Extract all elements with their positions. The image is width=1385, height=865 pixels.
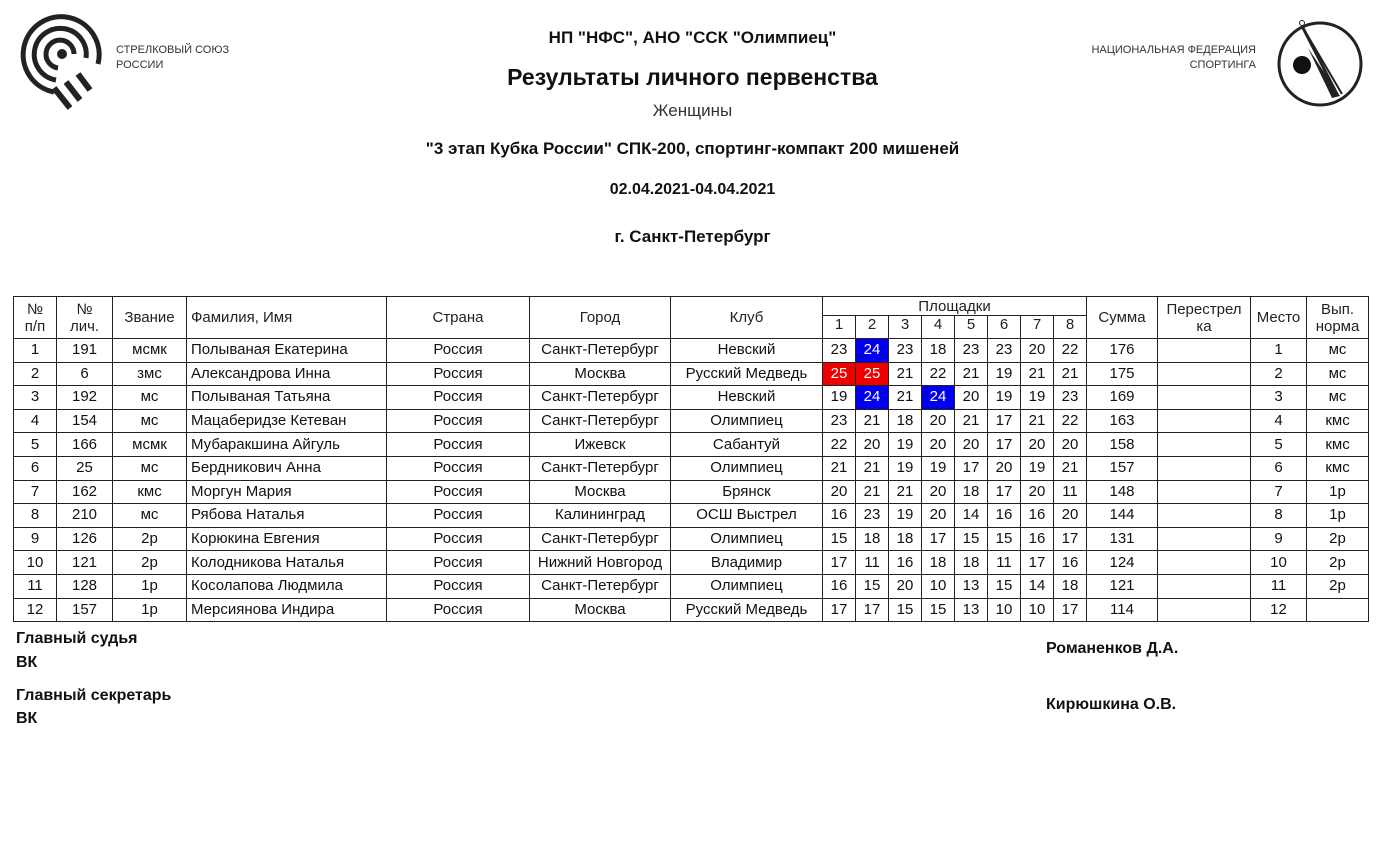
norm: 2р (1307, 527, 1369, 551)
platform-score: 19 (988, 386, 1021, 410)
platform-score: 19 (922, 456, 955, 480)
table-row (14, 574, 1369, 598)
club: Олимпиец (671, 574, 823, 598)
place: 7 (1251, 480, 1307, 504)
total-sum: 169 (1087, 386, 1158, 410)
table-row (14, 551, 1369, 575)
platform-score: 19 (889, 433, 922, 457)
total-sum: 157 (1087, 456, 1158, 480)
platform-score: 15 (955, 527, 988, 551)
platform-score: 19 (988, 362, 1021, 386)
table-row (14, 339, 1369, 363)
row-num: 6 (14, 456, 57, 480)
rank: 2р (113, 551, 187, 575)
rank: змс (113, 362, 187, 386)
platform-score: 20 (922, 504, 955, 528)
club: Олимпиец (671, 527, 823, 551)
club: Невский (671, 339, 823, 363)
platform-score: 18 (889, 527, 922, 551)
platform-score: 22 (1054, 339, 1087, 363)
platform-score: 17 (1054, 598, 1087, 622)
platform-score: 22 (1054, 409, 1087, 433)
norm (1307, 598, 1369, 622)
norm: мс (1307, 339, 1369, 363)
row-num: 8 (14, 504, 57, 528)
city: Санкт-Петербург (530, 574, 671, 598)
table-row (14, 598, 1369, 622)
platform-score: 20 (1054, 433, 1087, 457)
table-row (14, 527, 1369, 551)
rank: мс (113, 504, 187, 528)
athlete-name: Полываная Татьяна (187, 386, 387, 410)
chief-secretary-name: Кирюшкина О.В. (1046, 696, 1177, 713)
platform-number-header: 6 (988, 316, 1021, 339)
event-name: "3 этап Кубка России" СПК-200, спортинг-компакт 200 мишеней (425, 139, 960, 158)
total-sum: 158 (1087, 433, 1158, 457)
athlete-name: Моргун Мария (187, 480, 387, 504)
table-row (14, 362, 1369, 386)
license-num: 162 (57, 480, 113, 504)
platform-score: 24 (856, 339, 889, 363)
country: Россия (387, 527, 530, 551)
platform-score: 20 (955, 386, 988, 410)
platform-score: 16 (823, 574, 856, 598)
platform-score: 19 (1021, 386, 1054, 410)
city: Санкт-Петербург (530, 409, 671, 433)
license-num: 126 (57, 527, 113, 551)
platform-score: 17 (823, 551, 856, 575)
rank: мсмк (113, 433, 187, 457)
col-sum-header: Сумма (1087, 297, 1158, 339)
platform-score: 20 (889, 574, 922, 598)
place: 10 (1251, 551, 1307, 575)
event-dates: 02.04.2021-04.04.2021 (609, 181, 776, 198)
place: 3 (1251, 386, 1307, 410)
col-country-header: Страна (387, 297, 530, 339)
event-city: г. Санкт-Петербург (614, 227, 771, 246)
platform-score: 18 (955, 480, 988, 504)
country: Россия (387, 362, 530, 386)
total-sum: 131 (1087, 527, 1158, 551)
organizers: НП "НФС", АНО "ССК "Олимпиец" (548, 28, 837, 47)
license-num: 210 (57, 504, 113, 528)
platform-score: 17 (988, 433, 1021, 457)
club: Русский Медведь (671, 362, 823, 386)
club: Владимир (671, 551, 823, 575)
platform-score: 18 (1054, 574, 1087, 598)
platform-score: 17 (1021, 551, 1054, 575)
license-num: 128 (57, 574, 113, 598)
platform-score: 15 (988, 527, 1021, 551)
shootoff (1158, 480, 1251, 504)
country: Россия (387, 598, 530, 622)
chief-secretary-category: ВК (16, 710, 38, 727)
platform-score: 23 (823, 409, 856, 433)
platform-number-header: 5 (955, 316, 988, 339)
country: Россия (387, 480, 530, 504)
chief-judge-name: Романенков Д.А. (1046, 640, 1179, 657)
platform-score: 17 (988, 409, 1021, 433)
chief-judge-category: ВК (16, 654, 38, 671)
row-num: 7 (14, 480, 57, 504)
place: 1 (1251, 339, 1307, 363)
total-sum: 124 (1087, 551, 1158, 575)
col-shootoff-header: Перестрел ка (1158, 297, 1251, 339)
norm: 2р (1307, 551, 1369, 575)
club: Олимпиец (671, 456, 823, 480)
platform-number-header: 3 (889, 316, 922, 339)
norm: 1р (1307, 504, 1369, 528)
platform-score: 20 (1021, 480, 1054, 504)
athlete-name: Колодникова Наталья (187, 551, 387, 575)
row-num: 4 (14, 409, 57, 433)
athlete-name: Мерсиянова Индира (187, 598, 387, 622)
platform-score: 18 (889, 409, 922, 433)
platform-number-header: 1 (823, 316, 856, 339)
country: Россия (387, 339, 530, 363)
platform-score: 21 (1021, 409, 1054, 433)
city: Санкт-Петербург (530, 456, 671, 480)
platform-score: 21 (955, 362, 988, 386)
platform-score: 10 (988, 598, 1021, 622)
shootoff (1158, 504, 1251, 528)
rank: мс (113, 386, 187, 410)
platform-score: 23 (988, 339, 1021, 363)
org-left-line: СТРЕЛКОВЫЙ СОЮЗ (116, 44, 230, 56)
rank: 1р (113, 574, 187, 598)
platform-score: 25 (823, 362, 856, 386)
norm: 1р (1307, 480, 1369, 504)
platform-score: 23 (1054, 386, 1087, 410)
platform-score: 20 (1021, 433, 1054, 457)
platform-score: 20 (955, 433, 988, 457)
platform-score: 18 (856, 527, 889, 551)
chief-secretary-title: Главный секретарь (16, 687, 172, 704)
total-sum: 144 (1087, 504, 1158, 528)
athlete-name: Мубаракшина Айгуль (187, 433, 387, 457)
license-num: 25 (57, 456, 113, 480)
shootoff (1158, 339, 1251, 363)
platform-score: 21 (856, 456, 889, 480)
platform-number-header: 2 (856, 316, 889, 339)
athlete-name: Бердникович Анна (187, 456, 387, 480)
country: Россия (387, 456, 530, 480)
country: Россия (387, 574, 530, 598)
platform-score: 19 (889, 504, 922, 528)
platform-score: 20 (856, 433, 889, 457)
athlete-name: Александрова Инна (187, 362, 387, 386)
shootoff (1158, 409, 1251, 433)
platform-score: 22 (823, 433, 856, 457)
table-row (14, 480, 1369, 504)
athlete-name: Полываная Екатерина (187, 339, 387, 363)
shootoff (1158, 551, 1251, 575)
norm: мс (1307, 386, 1369, 410)
platform-score: 18 (955, 551, 988, 575)
platform-score: 21 (955, 409, 988, 433)
shootoff (1158, 598, 1251, 622)
col-city-header: Город (530, 297, 671, 339)
total-sum: 175 (1087, 362, 1158, 386)
club: Невский (671, 386, 823, 410)
chief-judge-title: Главный судья (16, 630, 138, 647)
platform-score: 10 (922, 574, 955, 598)
row-num: 5 (14, 433, 57, 457)
platform-score: 17 (922, 527, 955, 551)
col-place-header: Место (1251, 297, 1307, 339)
city: Санкт-Петербург (530, 386, 671, 410)
row-num: 10 (14, 551, 57, 575)
city: Калининград (530, 504, 671, 528)
platform-score: 15 (856, 574, 889, 598)
norm: кмс (1307, 456, 1369, 480)
total-sum: 114 (1087, 598, 1158, 622)
platform-score: 17 (955, 456, 988, 480)
col-num-header: № п/п (14, 297, 57, 339)
platform-score: 13 (955, 598, 988, 622)
platform-score: 21 (856, 409, 889, 433)
shootoff (1158, 527, 1251, 551)
row-num: 12 (14, 598, 57, 622)
platform-score: 15 (823, 527, 856, 551)
city: Ижевск (530, 433, 671, 457)
table-header-row (14, 297, 1369, 316)
athlete-name: Мацаберидзе Кетеван (187, 409, 387, 433)
col-norm-header: Вып. норма (1307, 297, 1369, 339)
shootoff (1158, 574, 1251, 598)
col-club-header: Клуб (671, 297, 823, 339)
country: Россия (387, 504, 530, 528)
platform-score: 16 (988, 504, 1021, 528)
platform-score: 21 (856, 480, 889, 504)
table-row (14, 386, 1369, 410)
platform-score: 11 (856, 551, 889, 575)
platform-score: 20 (823, 480, 856, 504)
shootoff (1158, 362, 1251, 386)
platform-score: 18 (922, 551, 955, 575)
platform-score: 19 (823, 386, 856, 410)
platform-score: 19 (1021, 456, 1054, 480)
platform-score: 17 (1054, 527, 1087, 551)
place: 4 (1251, 409, 1307, 433)
shootoff (1158, 386, 1251, 410)
platform-score: 15 (889, 598, 922, 622)
city: Санкт-Петербург (530, 527, 671, 551)
total-sum: 121 (1087, 574, 1158, 598)
platform-score: 21 (889, 362, 922, 386)
col-name-header: Фамилия, Имя (187, 297, 387, 339)
platform-score: 11 (1054, 480, 1087, 504)
platform-score: 20 (988, 456, 1021, 480)
platform-score: 23 (823, 339, 856, 363)
platform-score: 21 (823, 456, 856, 480)
country: Россия (387, 551, 530, 575)
athlete-name: Косолапова Людмила (187, 574, 387, 598)
place: 5 (1251, 433, 1307, 457)
club: Брянск (671, 480, 823, 504)
rank: кмс (113, 480, 187, 504)
platform-score: 16 (1054, 551, 1087, 575)
platform-score: 15 (988, 574, 1021, 598)
license-num: 191 (57, 339, 113, 363)
platform-score: 11 (988, 551, 1021, 575)
athlete-name: Рябова Наталья (187, 504, 387, 528)
org-right-line: НАЦИОНАЛЬНАЯ ФЕДЕРАЦИЯ (1091, 44, 1256, 56)
platform-score: 16 (1021, 527, 1054, 551)
license-num: 166 (57, 433, 113, 457)
platform-score: 23 (856, 504, 889, 528)
table-row (14, 456, 1369, 480)
col-platforms-header: Площадки (823, 297, 1087, 316)
platform-score: 16 (823, 504, 856, 528)
platform-number-header: 4 (922, 316, 955, 339)
total-sum: 176 (1087, 339, 1158, 363)
rank: мс (113, 409, 187, 433)
platform-score: 21 (889, 386, 922, 410)
platform-score: 21 (1021, 362, 1054, 386)
club: Сабантуй (671, 433, 823, 457)
org-left-line: РОССИИ (116, 59, 164, 71)
platform-score: 16 (889, 551, 922, 575)
row-num: 1 (14, 339, 57, 363)
country: Россия (387, 433, 530, 457)
norm: мс (1307, 362, 1369, 386)
platform-score: 23 (955, 339, 988, 363)
platform-score: 24 (922, 386, 955, 410)
platform-score: 20 (922, 480, 955, 504)
norm: 2р (1307, 574, 1369, 598)
rank: мс (113, 456, 187, 480)
platform-score: 14 (1021, 574, 1054, 598)
row-num: 3 (14, 386, 57, 410)
athlete-name: Корюкина Евгения (187, 527, 387, 551)
platform-score: 13 (955, 574, 988, 598)
norm: кмс (1307, 409, 1369, 433)
license-num: 121 (57, 551, 113, 575)
rank: мсмк (113, 339, 187, 363)
row-num: 2 (14, 362, 57, 386)
country: Россия (387, 386, 530, 410)
table-row (14, 504, 1369, 528)
platform-score: 14 (955, 504, 988, 528)
platform-score: 15 (922, 598, 955, 622)
norm: кмс (1307, 433, 1369, 457)
place: 12 (1251, 598, 1307, 622)
platform-score: 25 (856, 362, 889, 386)
city: Нижний Новгород (530, 551, 671, 575)
platform-score: 24 (856, 386, 889, 410)
city: Санкт-Петербург (530, 339, 671, 363)
platform-score: 20 (922, 433, 955, 457)
results-table (13, 296, 1369, 622)
rank: 2р (113, 527, 187, 551)
shootoff (1158, 433, 1251, 457)
rank: 1р (113, 598, 187, 622)
place: 9 (1251, 527, 1307, 551)
total-sum: 163 (1087, 409, 1158, 433)
page-title: Результаты личного первенства (507, 64, 878, 90)
category-subtitle: Женщины (652, 101, 733, 120)
city: Москва (530, 598, 671, 622)
place: 8 (1251, 504, 1307, 528)
platform-score: 21 (1054, 456, 1087, 480)
place: 11 (1251, 574, 1307, 598)
club: Русский Медведь (671, 598, 823, 622)
platform-score: 20 (922, 409, 955, 433)
license-num: 6 (57, 362, 113, 386)
table-row (14, 409, 1369, 433)
city: Москва (530, 480, 671, 504)
country: Россия (387, 409, 530, 433)
platform-score: 18 (922, 339, 955, 363)
col-license-header: № лич. (57, 297, 113, 339)
city: Москва (530, 362, 671, 386)
platform-number-header: 8 (1054, 316, 1087, 339)
platform-score: 21 (1054, 362, 1087, 386)
club: Олимпиец (671, 409, 823, 433)
platform-score: 17 (823, 598, 856, 622)
platform-score: 17 (988, 480, 1021, 504)
total-sum: 148 (1087, 480, 1158, 504)
place: 2 (1251, 362, 1307, 386)
platform-score: 17 (856, 598, 889, 622)
platform-score: 10 (1021, 598, 1054, 622)
shootoff (1158, 456, 1251, 480)
license-num: 154 (57, 409, 113, 433)
table-row (14, 433, 1369, 457)
platform-score: 16 (1021, 504, 1054, 528)
club: ОСШ Выстрел (671, 504, 823, 528)
row-num: 9 (14, 527, 57, 551)
col-rank-header: Звание (113, 297, 187, 339)
platform-score: 21 (889, 480, 922, 504)
platform-score: 23 (889, 339, 922, 363)
license-num: 192 (57, 386, 113, 410)
platform-number-header: 7 (1021, 316, 1054, 339)
row-num: 11 (14, 574, 57, 598)
place: 6 (1251, 456, 1307, 480)
platform-score: 22 (922, 362, 955, 386)
platform-score: 20 (1021, 339, 1054, 363)
org-right-line: СПОРТИНГА (1189, 59, 1256, 71)
platform-score: 19 (889, 456, 922, 480)
platform-score: 20 (1054, 504, 1087, 528)
license-num: 157 (57, 598, 113, 622)
